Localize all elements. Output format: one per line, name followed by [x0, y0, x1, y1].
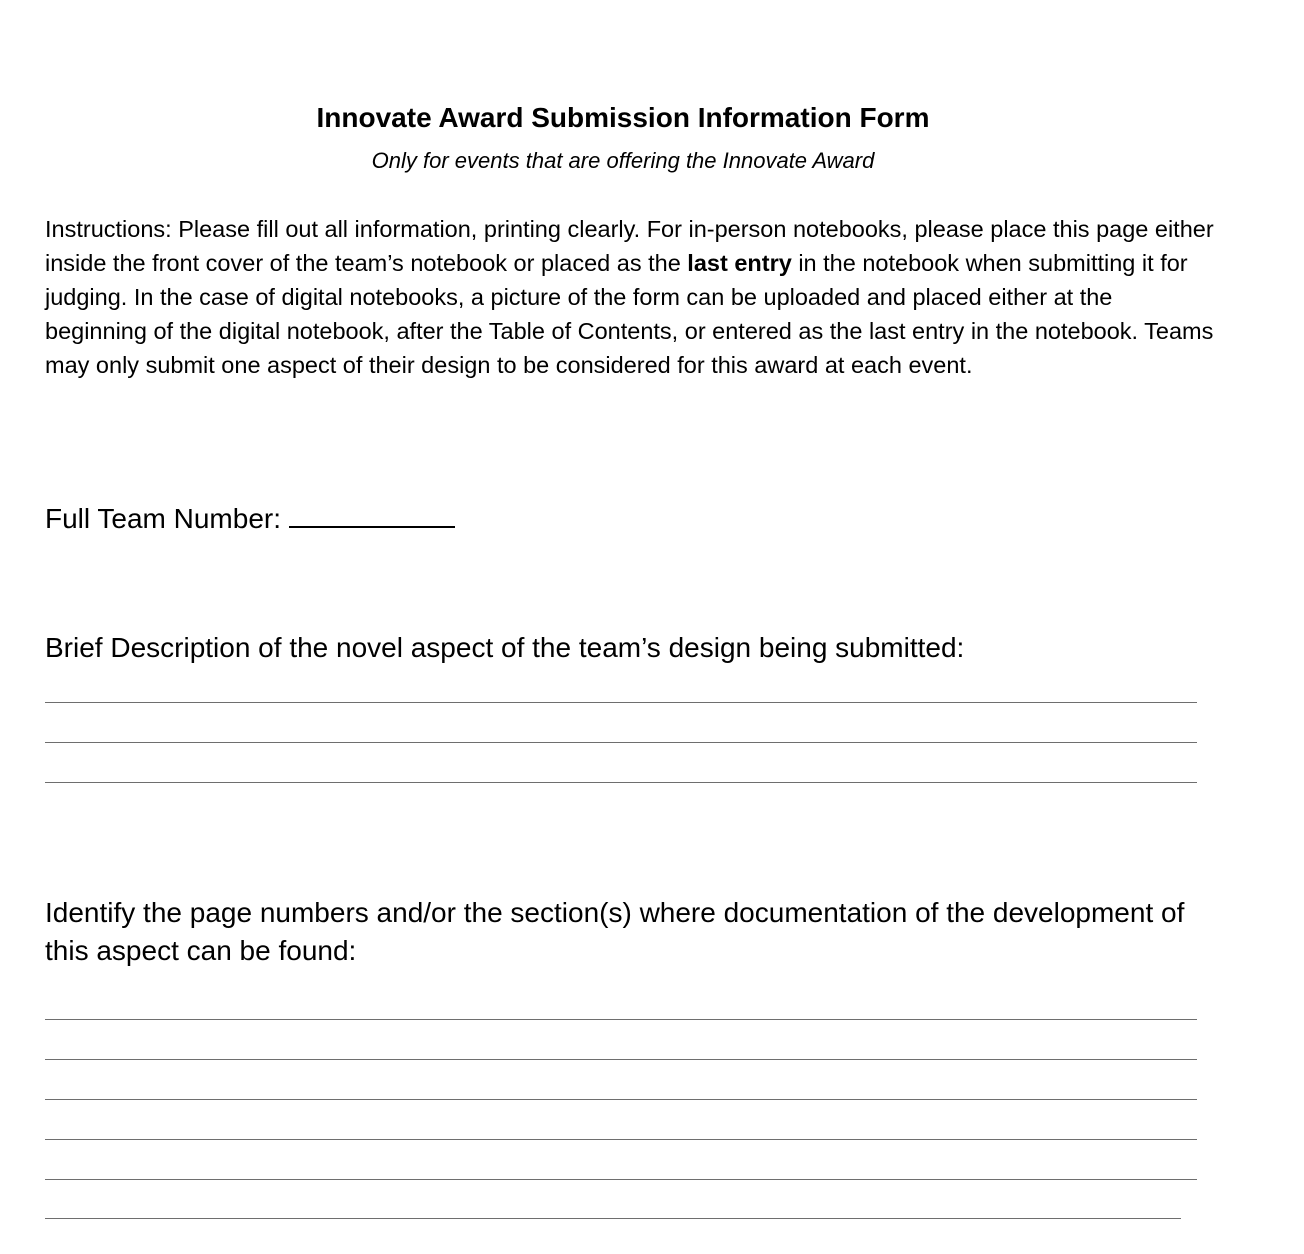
- team-number-label: Full Team Number:: [45, 503, 282, 534]
- instructions-emphasis: last entry: [687, 250, 792, 276]
- documentation-line[interactable]: [45, 1099, 1197, 1100]
- description-prompt: Brief Description of the novel aspect of the team’s design being submitted:: [45, 632, 965, 663]
- documentation-line[interactable]: [45, 1139, 1197, 1140]
- documentation-line[interactable]: [45, 1179, 1197, 1180]
- instructions-text-start: Instructions: Please fill out all information, printing clearly. For in-person notebooks, please place this page either inside the front cover of the team’s notebook or placed as the: [45, 216, 1214, 276]
- documentation-prompt: Identify the page numbers and/or the section(s) where documentation of the development of this aspect can be found:: [45, 897, 1185, 966]
- documentation-line[interactable]: [45, 1019, 1197, 1020]
- description-line[interactable]: [45, 742, 1197, 743]
- form-subtitle: Only for events that are offering the Innovate Award: [371, 148, 875, 173]
- documentation-line[interactable]: [45, 1218, 1181, 1219]
- form-title: Innovate Award Submission Information Form: [316, 102, 930, 133]
- description-line[interactable]: [45, 702, 1197, 703]
- instructions-paragraph: [45, 212, 1220, 382]
- team-number-field[interactable]: [289, 498, 455, 528]
- instructions-text-end: in the notebook when submitting it for judging. In the case of digital notebooks, a picture of the form can be uploaded and placed either at the beginning of the digital notebook, after the Table of Contents, or entered as the last entry in the notebook. Teams may only submit one aspect of their design to be considered for this award at each event.: [45, 250, 1214, 378]
- team-number-row: [45, 498, 455, 537]
- documentation-line[interactable]: [45, 1059, 1197, 1060]
- description-line[interactable]: [45, 782, 1197, 783]
